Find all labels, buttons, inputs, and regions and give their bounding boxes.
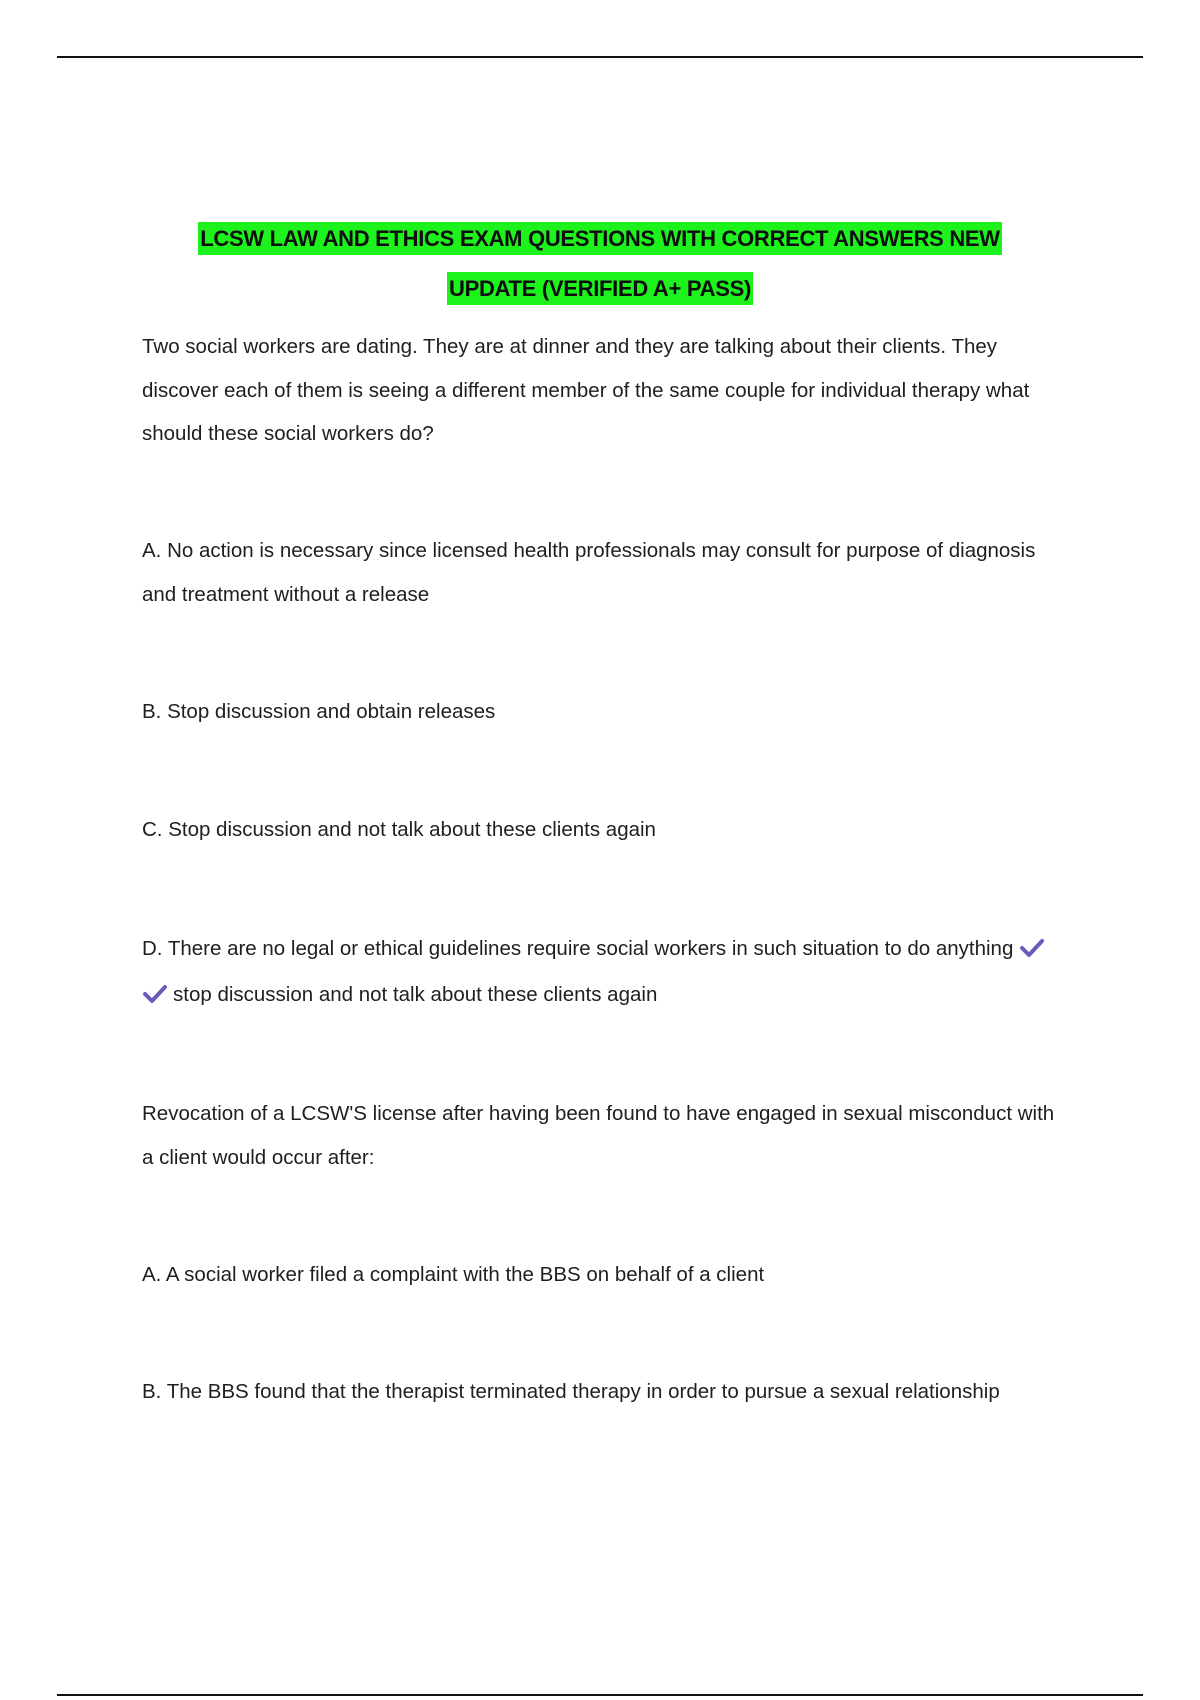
question-1-option-c: C. Stop discussion and not talk about these clients again: [142, 818, 656, 841]
question-2-prompt: Revocation of a LCSW'S license after having been found to have engaged in sexual misconduct with a client would occur after:: [142, 1102, 1055, 1169]
question-1-option-b: B. Stop discussion and obtain releases: [142, 700, 496, 723]
question-2-option-b: B. The BBS found that the therapist terminated therapy in order to pursue a sexual relationship: [142, 1380, 1000, 1403]
title-line-2: UPDATE (VERIFIED A+ PASS): [447, 272, 753, 305]
question-1-option-d: [142, 926, 1062, 1018]
check-icon: [142, 975, 168, 995]
question-2-option-a: A. A social worker filed a complaint with the BBS on behalf of a client: [142, 1263, 765, 1286]
bottom-rule: [57, 1694, 1143, 1696]
question-1-option-a: A. No action is necessary since licensed health professionals may consult for purpose of diagnosis and treatment without a release: [142, 539, 1036, 606]
top-rule: [57, 56, 1143, 58]
question-1-answer: stop discussion and not talk about these clients again: [173, 983, 658, 1006]
question-1-prompt: Two social workers are dating. They are at dinner and they are talking about their clients. They discover each of them is seeing a different member of the same couple for individual therapy what should these social workers do?: [142, 335, 1030, 445]
title-line-1: LCSW LAW AND ETHICS EXAM QUESTIONS WITH CORRECT ANSWERS NEW: [198, 222, 1002, 255]
option-d-text: D. There are no legal or ethical guidelines require social workers in such situation to do anything: [142, 937, 1014, 960]
check-icon: [1019, 929, 1045, 949]
document-title: [100, 214, 1100, 314]
